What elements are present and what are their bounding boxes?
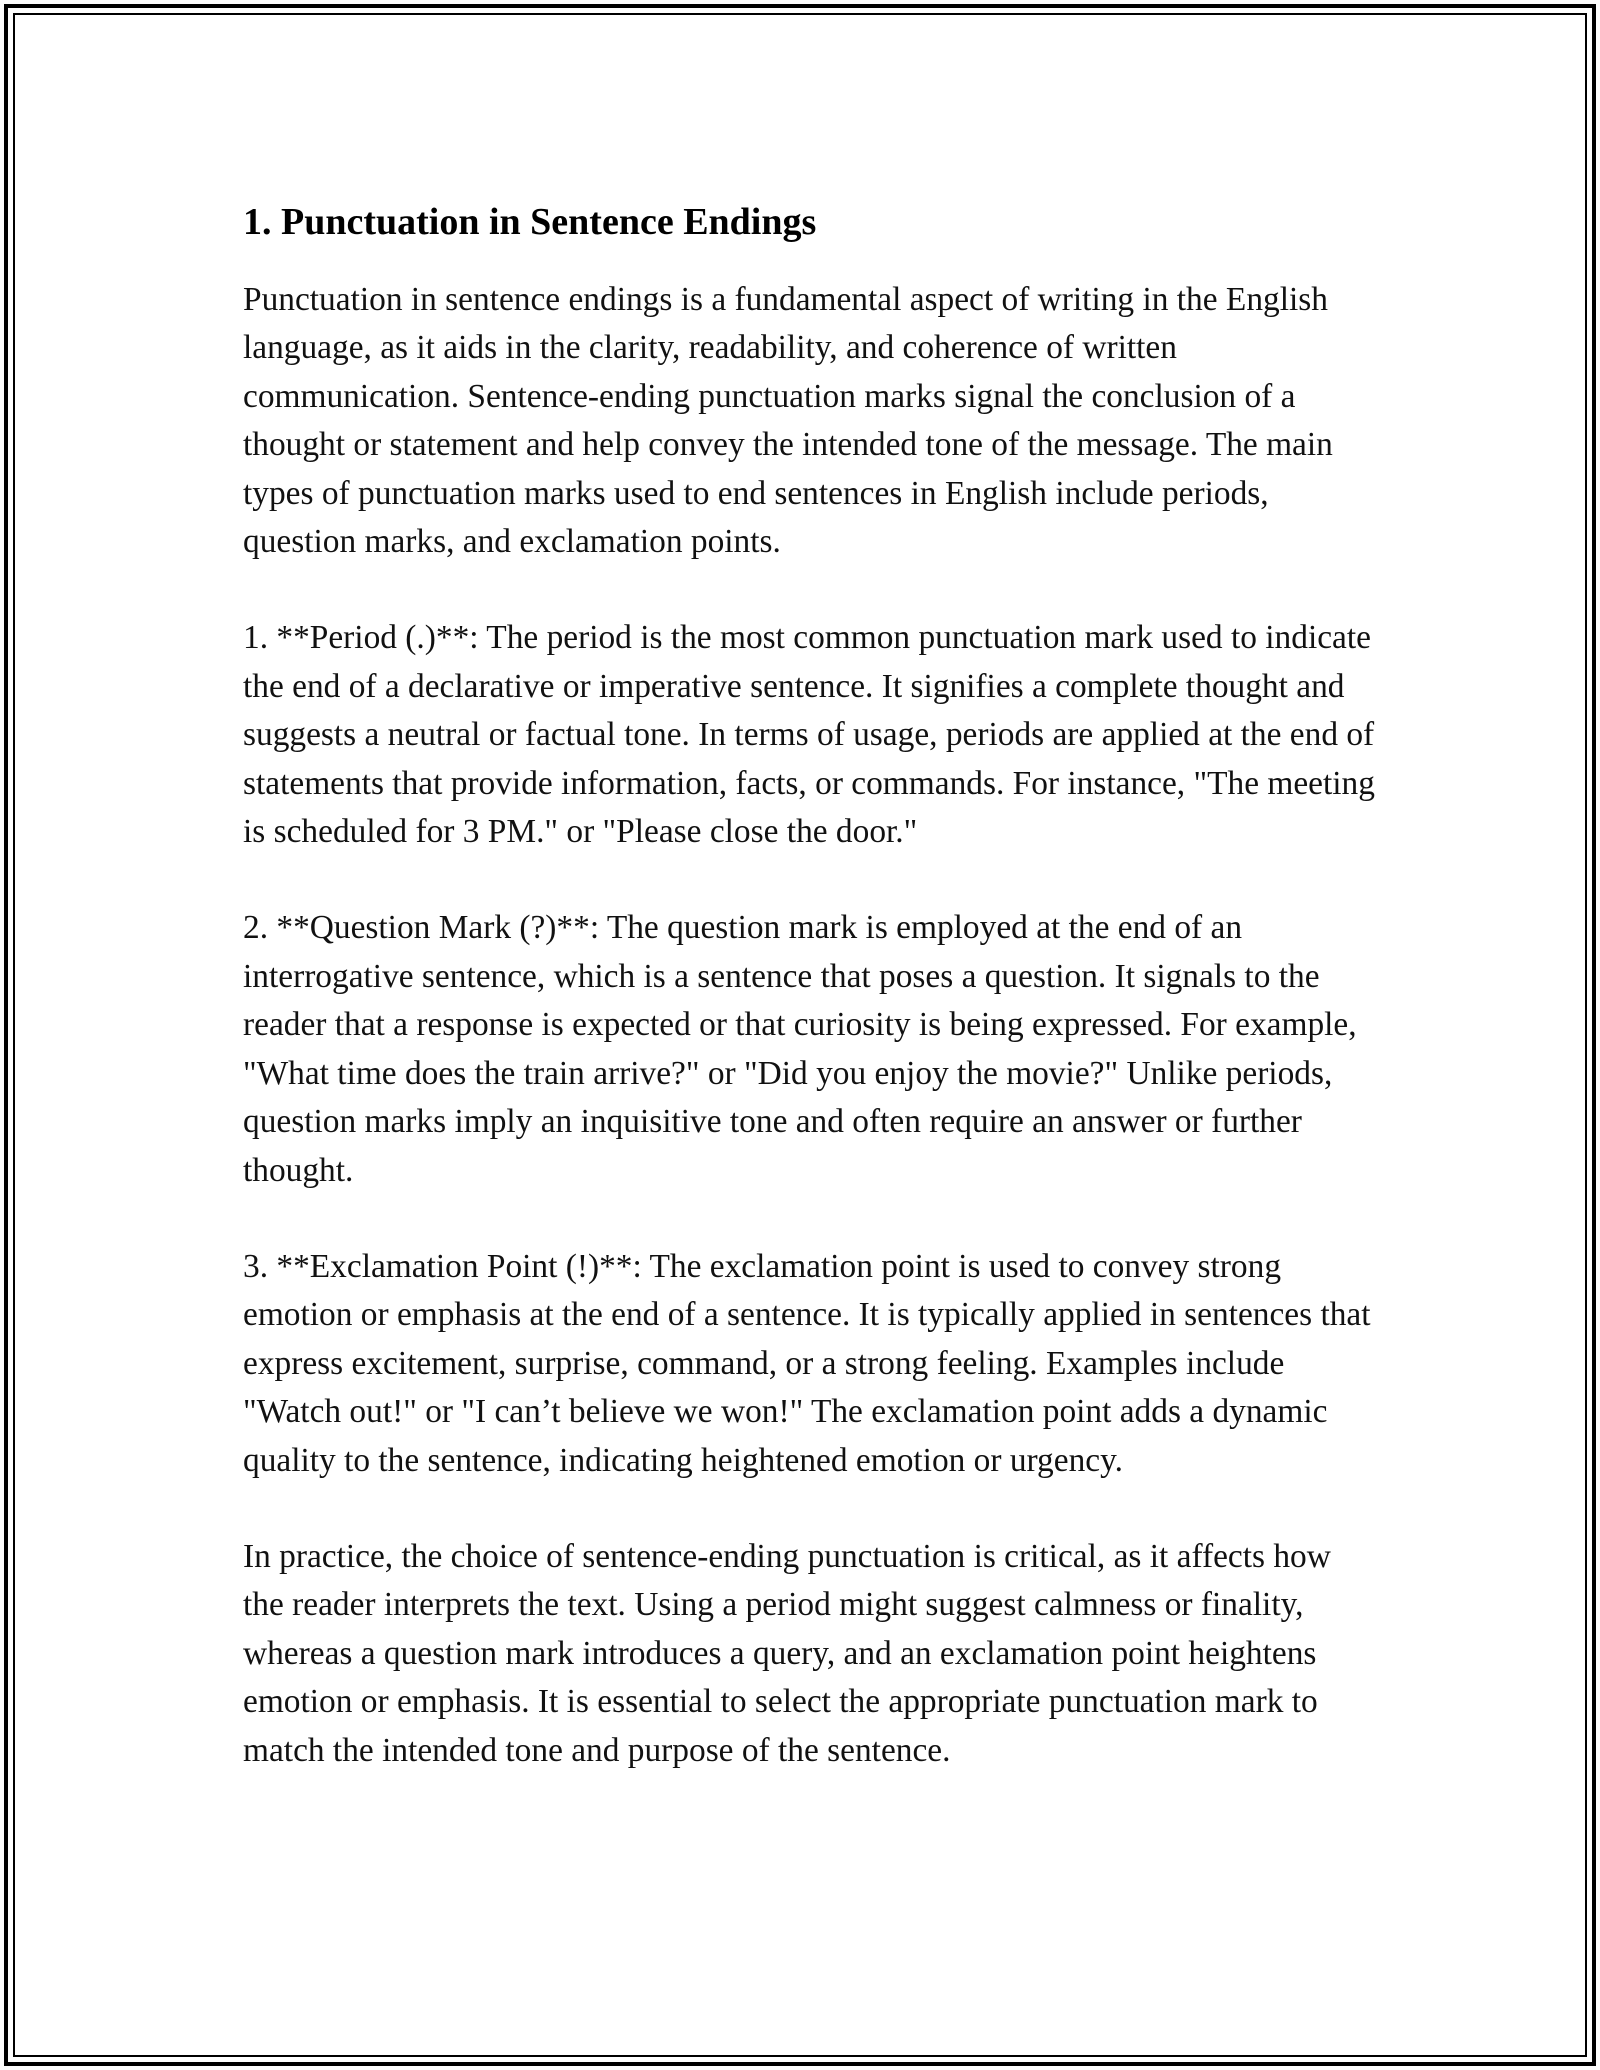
page-frame <box>4 4 1596 2066</box>
section-heading: 1. Punctuation in Sentence Endings <box>243 201 817 243</box>
paragraph-conclusion: In practice, the choice of sentence-ending punctuation is critical, as it affects how the reader interprets the text. Using a period might suggest calmness or finality, whereas a question mark introduces a query, and an exclamation point heightens emotion or emphasis. It is essential to select the appropriate punctuation mark to match the intended tone and purpose of the sentence. <box>243 1537 1331 1769</box>
paragraph-period: 1. **Period (.)**: The period is the most common punctuation mark used to indicate the end of a declarative or imperative sentence. It signifies a complete thought and suggests a neutral or factual tone. In terms of usage, periods are applied at the end of statements that provide information, facts, or commands. For instance, "The meeting is scheduled for 3 PM." or "Please close the door." <box>243 619 1375 851</box>
document-body <box>243 194 1378 1823</box>
paragraph-question-mark: 2. **Question Mark (?)**: The question mark is employed at the end of an interrogative sentence, which is a sentence that poses a question. It signals to the reader that a response is expected or that curiosity is being expressed. For example, "What time does the train arrive?" or "Did you enjoy the movie?" Unlike periods, question marks imply an inquisitive tone and often require an answer or further thought. <box>243 909 1357 1189</box>
paragraph-intro: Punctuation in sentence endings is a fundamental aspect of writing in the English language, as it aids in the clarity, readability, and coherence of written communication. Sentence-ending punctuation marks signal the conclusion of a thought or statement and help convey the intended tone of the message. The main types of punctuation marks used to end sentences in English include periods, question marks, and exclamation points. <box>243 281 1333 561</box>
paragraph-exclamation-point: 3. **Exclamation Point (!)**: The exclamation point is used to convey strong emotion or emphasis at the end of a sentence. It is typically applied in sentences that express excitement, surprise, command, or a strong feeling. Examples include "Watch out!" or "I can’t believe we won!" The exclamation point adds a dynamic quality to the sentence, indicating heightened emotion or urgency. <box>243 1247 1371 1479</box>
